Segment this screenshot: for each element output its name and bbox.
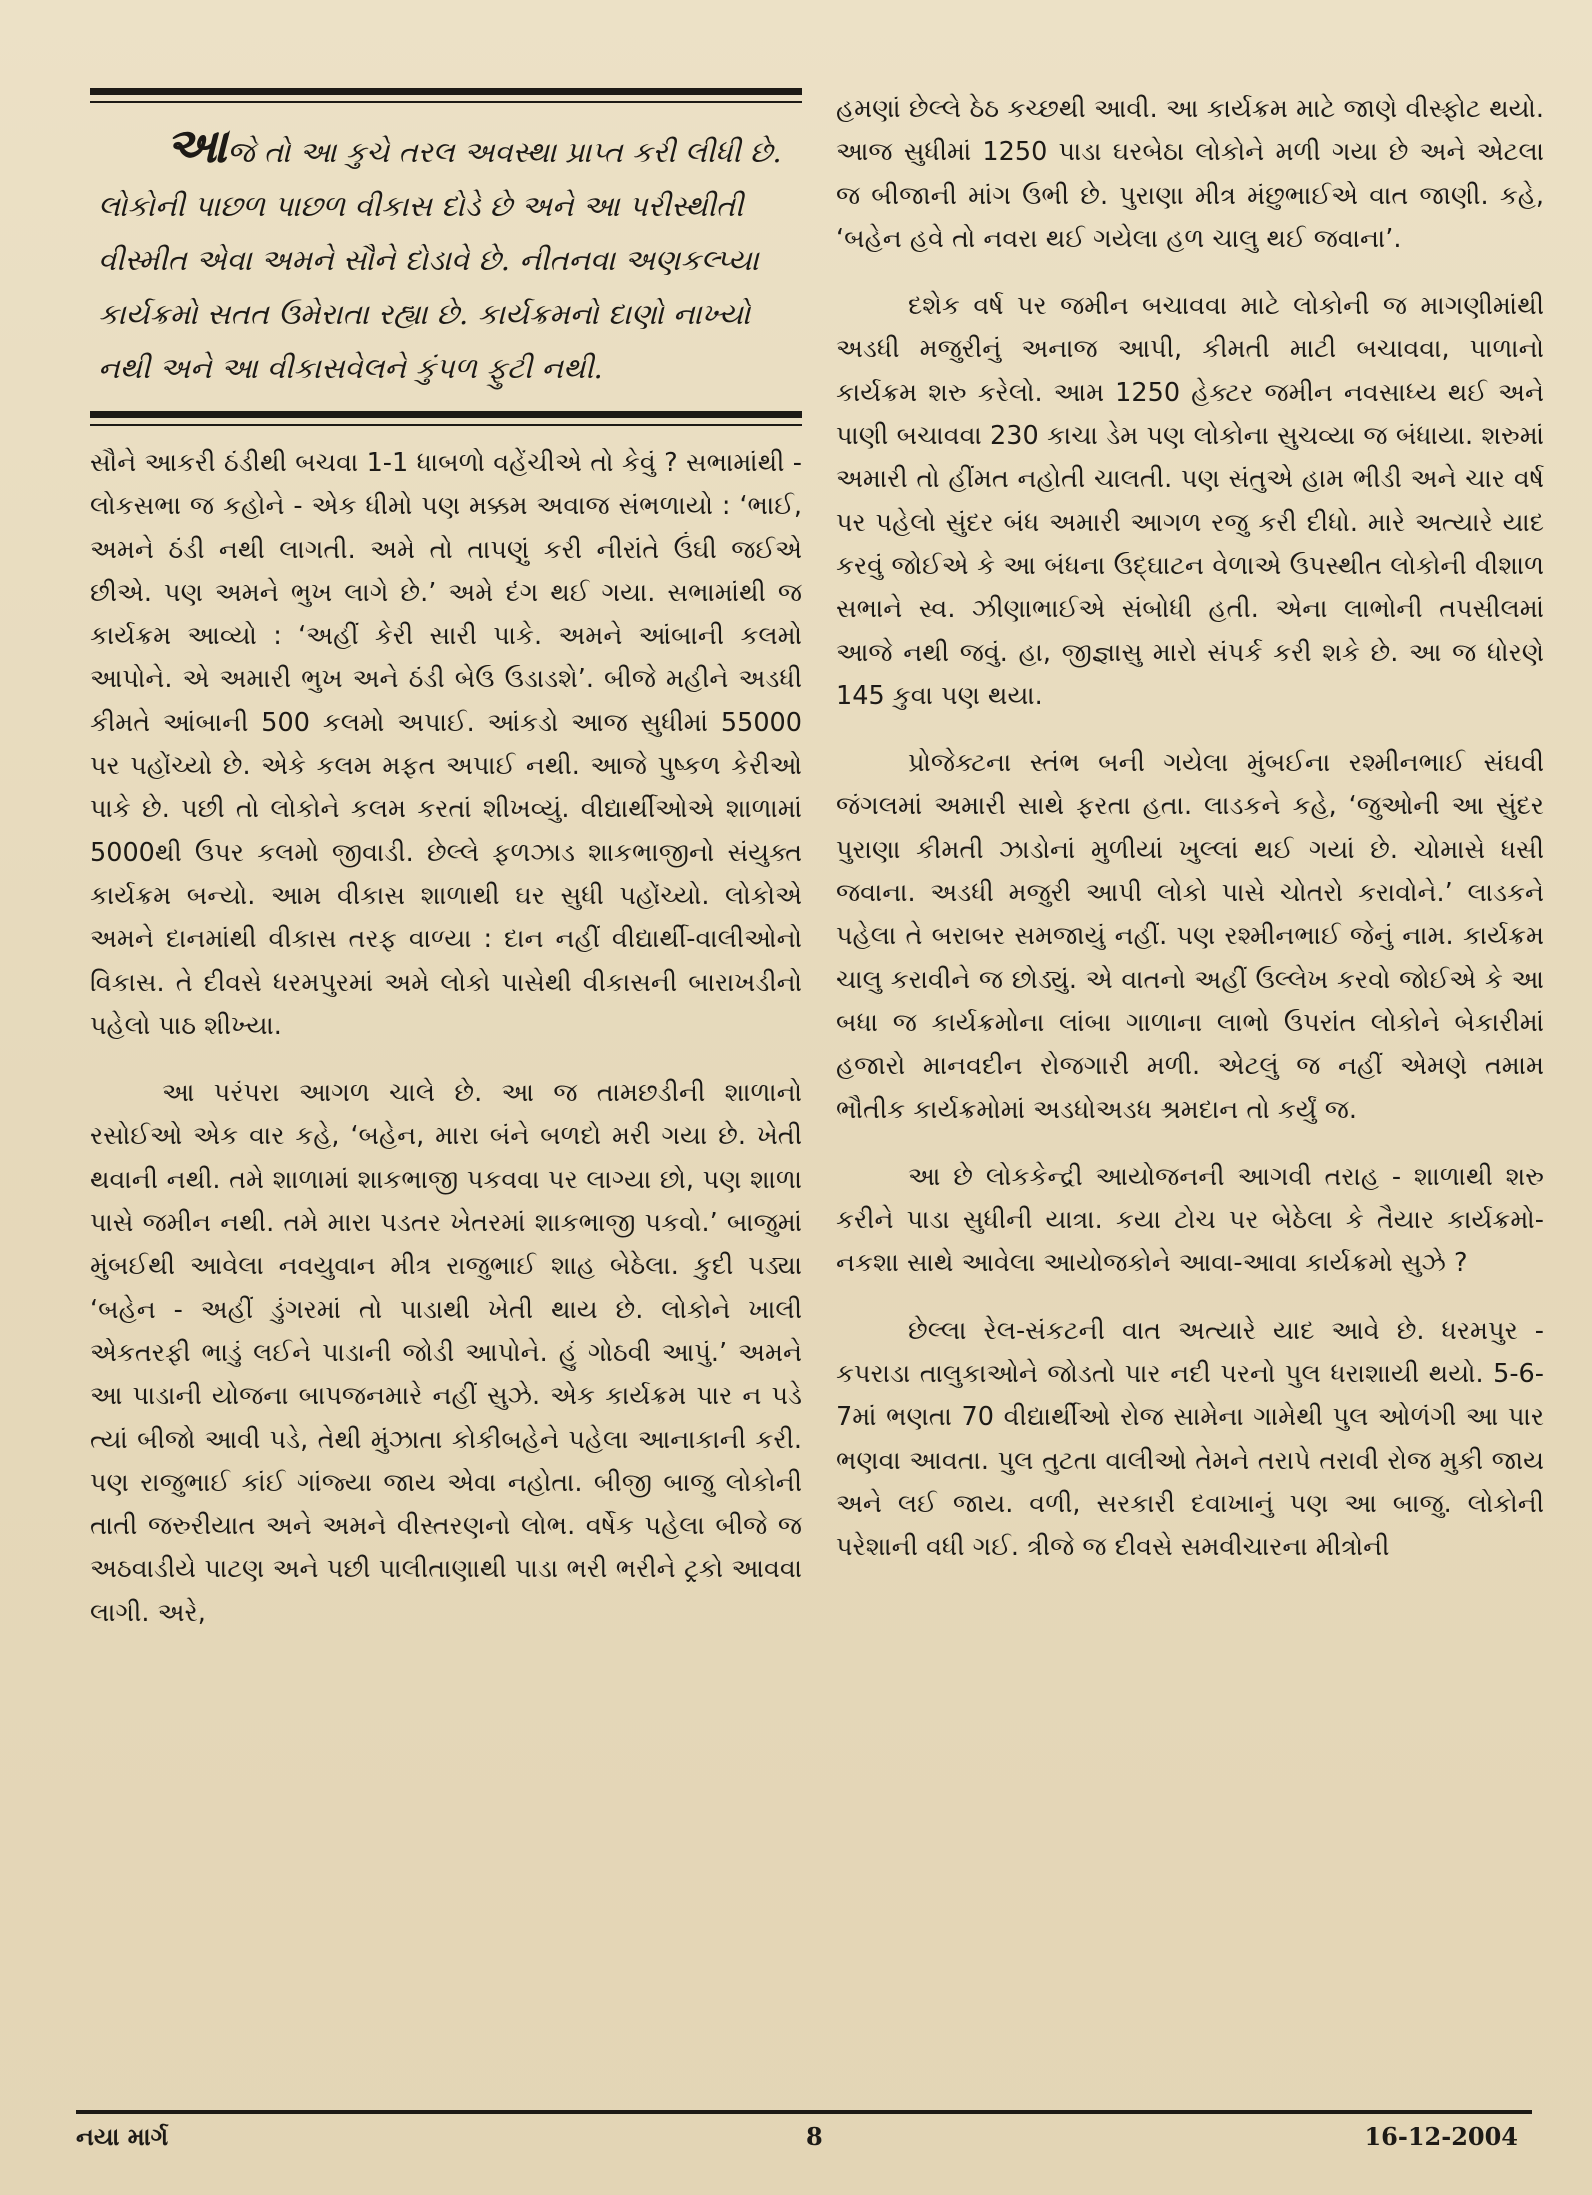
pullquote-bottom-rule — [90, 411, 802, 418]
paragraph: દશેક વર્ષ પર જમીન બચાવવા માટે લોકોની જ માગણીમાંથી અડધી મજુરીનું અનાજ આપી, કીમતી માટી બચાવવા, પાળાનો કાર્યક્રમ શરુ કરેલો. આમ 1250 હેક્ટર જમીન નવસાધ્ય થઈ અને પાણી બચાવવા 230 કાચા ડેમ પણ લોકોના સુચવ્યા જ બંધાયા. શરુમાં અમારી તો હીંમત નહોતી ચાલતી. પણ સંતુએ હામ ભીડી અને ચાર વર્ષ પર પહેલો સુંદર બંધ અમારી આગળ રજુ કરી દીધો. મારે અત્યારે યાદ કરવું જોઈએ કે આ બંધના ઉદ્ઘાટન વેળાએ ઉપસ્થીત લોકોની વીશાળ સભાને સ્વ. ઝીણાભાઈએ સંબોધી હતી. એના લાભોની તપસીલમાં આજે નથી જવું. હા, જીજ્ઞાસુ મારો સંપર્ક કરી શકે છે. આ જ ધોરણે 145 કુવા પણ થયા. — [836, 291, 1544, 711]
footer-rule — [76, 2110, 1532, 2114]
left-column-text — [90, 426, 802, 1635]
paragraph: હમણાં છેલ્લે ઠેઠ કચ્છથી આવી. આ કાર્યક્રમ માટે જાણે વીસ્ફોટ થયો. આજ સુધીમાં 1250 પાડા ઘરબેઠા લોકોને મળી ગયા છે અને એટલા જ બીજાની માંગ ઉભી છે. પુરાણા મીત્ર મંછુભાઈએ વાત જાણી. કહે, ‘બહેન હવે તો નવરા થઈ ગયેલા હળ ચાલુ થઈ જવાના’. — [836, 94, 1544, 254]
pullquote-text: જે તો આ કુચે તરલ અવસ્થા પ્રાપ્ત કરી લીધી છે. લોકોની પાછળ પાછળ વીકાસ દોડે છે અને આ પરીસ્થીતી વીસ્મીત એવા અમને સૌને દોડાવે છે. નીતનવા અણકલ્પ્યા કાર્યક્રમો સતત ઉમેરાતા રહ્યા છે. કાર્યક્રમનો દાણો નાખ્યો નથી અને આ વીકાસવેલને કુંપળ ફુટી નથી. — [98, 135, 782, 385]
pullquote-top-rule — [90, 88, 802, 95]
right-column — [836, 88, 1544, 1594]
page-number: 8 — [806, 2122, 823, 2151]
pullquote — [90, 103, 802, 411]
issue-date: 16-12-2004 — [1364, 2122, 1518, 2151]
left-column — [90, 88, 802, 1659]
paragraph: છેલ્લા રેલ-સંકટની વાત અત્યારે યાદ આવે છે. ધરમપુર - કપરાડા તાલુકાઓને જોડતો પાર નદી પરનો પુલ ધરાશાયી થયો. 5-6-7માં ભણતા 70 વીદ્યાર્થીઓ રોજ સામેના ગામેથી પુલ ઓળંગી આ પાર ભણવા આવતા. પુલ તુટતા વાલીઓ તેમને તરાપે તરાવી રોજ મુકી જાય અને લઈ જાય. વળી, સરકારી દવાખાનું પણ આ બાજુ. લોકોની પરેશાની વધી ગઈ. ત્રીજે જ દીવસે સમવીચારના મીત્રોની — [836, 1315, 1544, 1563]
pullquote-dropcap: આ — [166, 118, 228, 174]
right-column-text — [836, 88, 1544, 1570]
paragraph: આ પરંપરા આગળ ચાલે છે. આ જ તામછડીની શાળાનો રસોઈઓ એક વાર કહે, ‘બહેન, મારા બંને બળદો મરી ગયા છે. ખેતી થવાની નથી. તમે શાળામાં શાકભાજી પકવવા પર લાગ્યા છો, પણ શાળા પાસે જમીન નથી. તમે મારા પડતર ખેતરમાં શાકભાજી પકવો.’ બાજુમાં મુંબઈથી આવેલા નવયુવાન મીત્ર રાજુભાઈ શાહ બેઠેલા. કુદી પડ્યા ‘બહેન - અહીં ડુંગરમાં તો પાડાથી ખેતી થાય છે. લોકોને ખાલી એકતરફી ભાડું લઈને પાડાની જોડી આપોને. હું ગોઠવી આપું.’ અમને આ પાડાની યોજના બાપજનમારે નહીં સુઝે. એક કાર્યક્રમ પાર ન પડે ત્યાં બીજો આવી પડે, તેથી મુંઝાતા કોકીબહેને પહેલા આનાકાની કરી. પણ રાજુભાઈ કાંઈ ગાંજ્યા જાય એવા નહોતા. બીજી બાજુ લોકોની તાતી જરુરીયાત અને અમને વીસ્તરણનો લોભ. વર્ષેક પહેલા બીજે જ અઠવાડીયે પાટણ અને પછી પાલીતાણાથી પાડા ભરી ભરીને ટ્રકો આવવા લાગી. અરે, — [90, 1078, 802, 1628]
paragraph: આ છે લોકકેન્દ્રી આયોજનની આગવી તરાહ - શાળાથી શરુ કરીને પાડા સુધીની યાત્રા. કયા ટોચ પર બેઠેલા કે તૈયાર કાર્યક્રમો-નકશા સાથે આવેલા આયોજકોને આવા-આવા કાર્યક્રમો સુઝે ? — [836, 1161, 1544, 1279]
paragraph: સૌને આકરી ઠંડીથી બચવા 1-1 ધાબળો વહેંચીએ તો કેવું ? સભામાંથી - લોકસભા જ કહોને - એક ધીમો પણ મક્કમ અવાજ સંભળાયો : ‘ભાઈ, અમને ઠંડી નથી લાગતી. અમે તો તાપણું કરી નીરાંતે ઉંઘી જઈએ છીએ. પણ અમને ભુખ લાગે છે.’ અમે દંગ થઈ ગયા. સભામાંથી જ કાર્યક્રમ આવ્યો : ‘અહીં કેરી સારી પાકે. અમને આંબાની કલમો આપોને. એ અમારી ભુખ અને ઠંડી બેઉ ઉડાડશે’. બીજે મહીને અડધી કીમતે આંબાની 500 કલમો અપાઈ. આંકડો આજ સુધીમાં 55000 પર પહોંચ્યો છે. એકે કલમ મફત અપાઈ નથી. આજે પુષ્કળ કેરીઓ પાકે છે. પછી તો લોકોને કલમ કરતાં શીખવ્યું. વીદ્યાર્થીઓએ શાળામાં 5000થી ઉપર કલમો જીવાડી. છેલ્લે ફળઝાડ શાકભાજીનો સંયુક્ત કાર્યક્રમ બન્યો. આમ વીકાસ શાળાથી ઘર સુધી પહોંચ્યો. લોકોએ અમને દાનમાંથી વીકાસ તરફ વાળ્યા : દાન નહીં વીદ્યાર્થી-વાલીઓનો વિકાસ. તે દીવસે ધરમપુરમાં અમે લોકો પાસેથી વીકાસની બારાખડીનો પહેલો પાઠ શીખ્યા. — [90, 448, 802, 1041]
publication-name: નયા માર્ગ — [76, 2122, 169, 2151]
paragraph: પ્રોજેક્ટના સ્તંભ બની ગયેલા મુંબઈના રશ્મીનભાઈ સંઘવી જંગલમાં અમારી સાથે ફરતા હતા. લાડકને કહે, ‘જુઓની આ સુંદર પુરાણા કીમતી ઝાડોનાં મુળીયાં ખુલ્લાં થઈ ગયાં છે. ચોમાસે ધસી જવાના. અડધી મજુરી આપી લોકો પાસે ચોતરો કરાવોને.’ લાડકને પહેલા તે બરાબર સમજાયું નહીં. પણ રશ્મીનભાઈ જેનું નામ. કાર્યક્રમ ચાલુ કરાવીને જ છોડ્યું. એ વાતનો અહીં ઉલ્લેખ કરવો જોઈએ કે આ બધા જ કાર્યક્રમોના લાંબા ગાળાના લાભો ઉપરાંત લોકોને બેકારીમાં હજારો માનવદીન રોજગારી મળી. એટલું જ નહીં એમણે તમામ ભૌતીક કાર્યક્રમોમાં અડધોઅડધ શ્રમદાન તો કર્યું જ. — [836, 748, 1544, 1125]
